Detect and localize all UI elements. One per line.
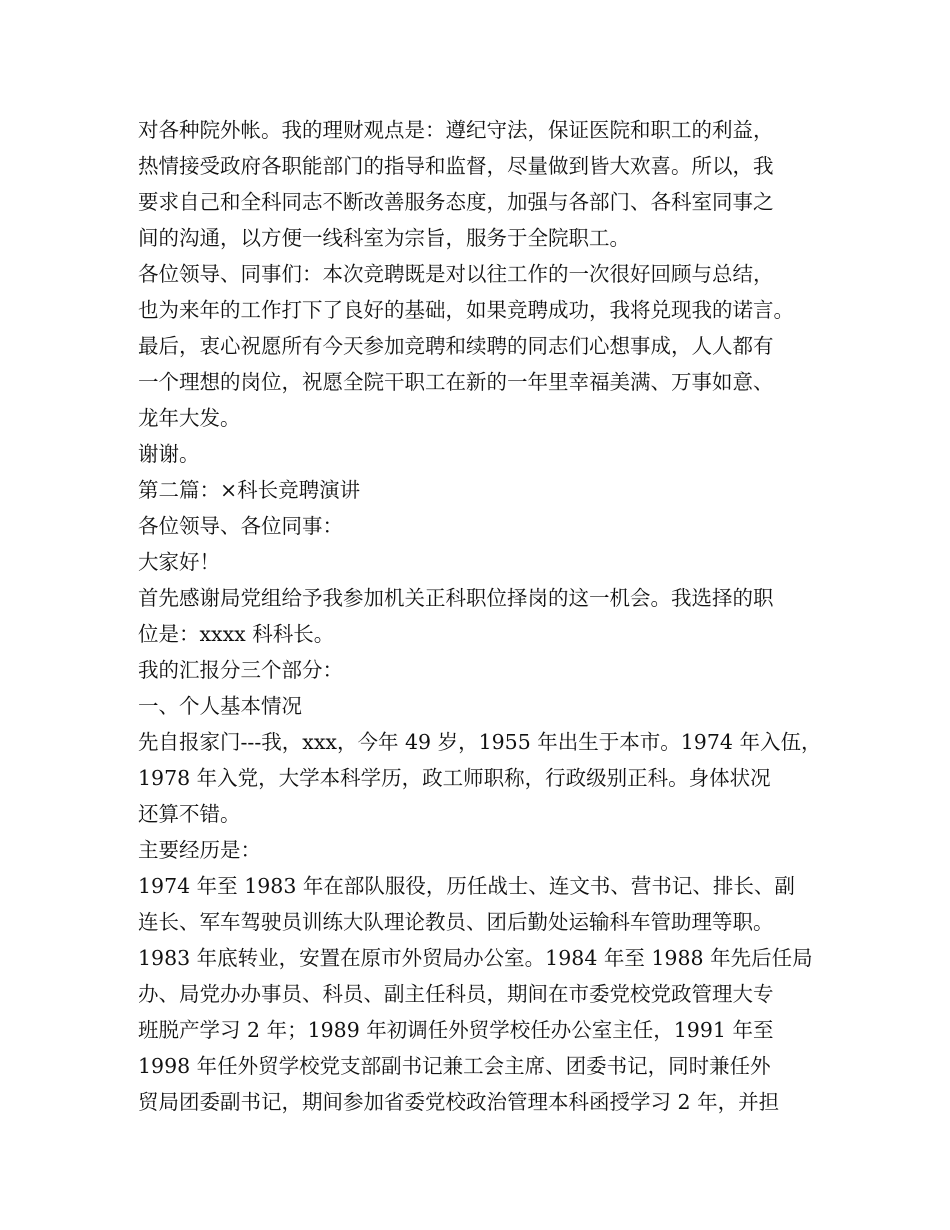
text-line: 一个理想的岗位，祝愿全院干职工在新的一年里幸福美满、万事如意、 [138, 370, 774, 394]
text-line: 1974 年至 1983 年在部队服役，历任战士、连文书、营书记、排长、副 [138, 874, 795, 898]
text-line: 位是：xxxx 科科长。 [138, 622, 335, 646]
text-line: 连长、军车驾驶员训练大队理论教员、团后勤处运输科车管助理等职。 [138, 910, 774, 934]
text-line: 1998 年任外贸学校党支部副书记兼工会主席、团委书记，同时兼任外 [138, 1054, 771, 1078]
greeting: 大家好！ [138, 550, 220, 574]
text-line: 各位领导、同事们：本次竞聘既是对以往工作的一次很好回顾与总结， [138, 262, 774, 286]
text-line: 最后，衷心祝愿所有今天参加竞聘和续聘的同志们心想事成，人人都有 [138, 334, 774, 358]
text-line: 对各种院外帐。我的理财观点是：遵纪守法，保证医院和职工的利益， [138, 118, 774, 142]
text-line: 首先感谢局党组给予我参加机关正科职位择岗的这一机会。我选择的职 [138, 586, 774, 610]
subsection-heading: 一、个人基本情况 [138, 694, 302, 718]
text-line: 要求自己和全科同志不断改善服务态度，加强与各部门、各科室同事之 [138, 190, 774, 214]
document-body [138, 112, 838, 1120]
text-line: 办、局党办办事员、科员、副主任科员，期间在市委党校党政管理大专 [138, 982, 774, 1006]
text-line: 贸局团委副书记，期间参加省委党校政治管理本科函授学习 2 年，并担 [138, 1090, 780, 1114]
text-line: 我的汇报分三个部分： [138, 658, 343, 682]
text-line: 热情接受政府各职能部门的指导和监督，尽量做到皆大欢喜。所以，我 [138, 154, 774, 178]
text-line: 1978 年入党，大学本科学历，政工师职称，行政级别正科。身体状况 [138, 766, 771, 790]
text-line: 先自报家门---我，xxx，今年 49 岁，1955 年出生于本市。1974 年入伍， [138, 730, 822, 754]
text-line: 1983 年底转业，安置在原市外贸局办公室。1984 年至 1988 年先后任局 [138, 946, 813, 970]
text-line: 龙年大发。 [138, 406, 241, 430]
salutation: 各位领导、各位同事： [138, 514, 343, 538]
text-line: 间的沟通，以方便一线科室为宗旨，服务于全院职工。 [138, 226, 630, 250]
text-line: 主要经历是： [138, 838, 261, 862]
text-line: 班脱产学习 2 年；1989 年初调任外贸学校任办公室主任，1991 年至 [138, 1018, 774, 1042]
section-heading: 第二篇：×科长竞聘演讲 [138, 478, 361, 502]
text-line: 谢谢。 [138, 442, 200, 466]
text-line: 还算不错。 [138, 802, 241, 826]
text-line: 也为来年的工作打下了良好的基础，如果竞聘成功，我将兑现我的诺言。 [138, 298, 794, 322]
